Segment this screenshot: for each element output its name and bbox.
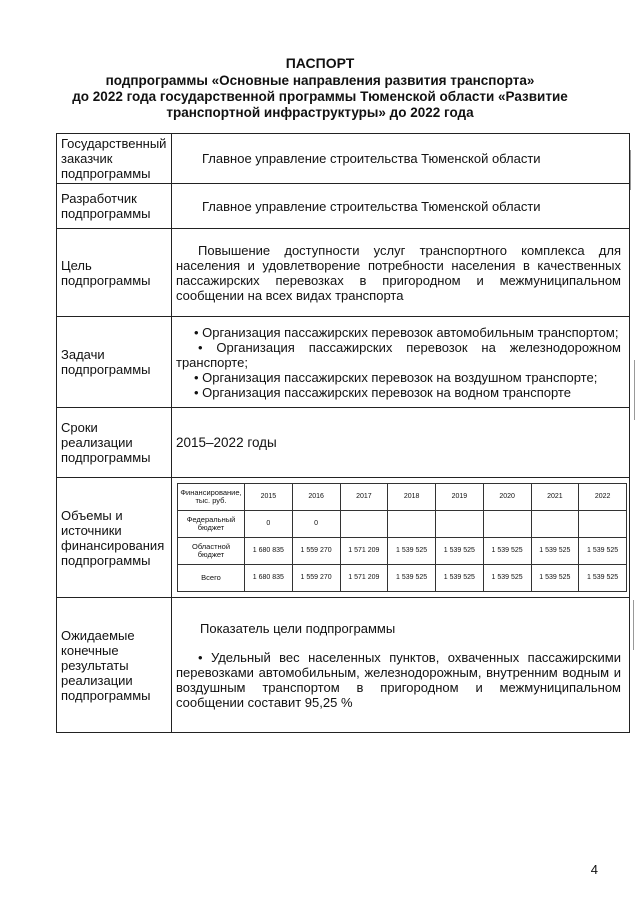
document-title: ПАСПОРТ [285,55,355,71]
scan-edge-mark [630,150,631,190]
finance-header-row [178,484,627,511]
goal-label: Цель подпрограммы [57,229,172,317]
developer-label: Разработчик подпрограммы [57,184,172,229]
terms-row [57,408,630,478]
finance-cell: 1 539 525 [388,538,436,565]
customer-label: Государственный заказчик подпрограммы [57,134,172,184]
document-subtitle-line-3: транспортной инфраструктуры» до 2022 года [166,105,474,120]
finance-cell: 1 539 525 [436,565,484,592]
finance-cell [483,511,531,538]
customer-value: Главное управление строительства Тюменской области [172,134,630,184]
year-cell: 2016 [292,484,340,511]
results-row [57,598,630,733]
finance-cell [579,511,627,538]
tasks-value [172,317,630,408]
total-row [178,565,627,592]
document-subtitle-line-2: до 2022 года государственной программы Тюменской области «Развитие [72,89,568,104]
finance-label: Объемы и источники финансирования подпрограммы [57,478,172,598]
year-cell: 2019 [436,484,484,511]
finance-cell [436,511,484,538]
federal-budget-row [178,511,627,538]
results-heading: Показатель цели подпрограммы [200,620,396,636]
goal-row [57,229,630,317]
finance-header-label: Финансирование, тыс. руб. [178,484,245,511]
finance-cell: 1 680 835 [245,538,293,565]
finance-cell [340,511,388,538]
scan-edge-mark [633,600,634,650]
finance-cell: 0 [292,511,340,538]
terms-value: 2015–2022 годы [172,408,630,478]
year-cell: 2021 [531,484,579,511]
finance-cell: 1 539 525 [531,538,579,565]
finance-cell: 1 571 209 [340,565,388,592]
finance-cell: 1 559 270 [292,565,340,592]
results-text: • Удельный вес населенных пунктов, охваченных пассажирскими перевозками автомобильным, железнодорожным, внутренним водным и воздушным транспортом в пригородном и межмуниципальном сообщении составит 95,25 % [176,649,621,710]
finance-cell: 1 571 209 [340,538,388,565]
finance-cell: 1 539 525 [483,565,531,592]
finance-cell: 1 539 525 [531,565,579,592]
task-item: • Организация пассажирских перевозок на водном транспорте [194,384,571,400]
federal-budget-label: Федеральный бюджет [178,511,245,538]
finance-cell [531,511,579,538]
task-item: • Организация пассажирских перевозок на железнодорожном транспорте; [176,339,621,370]
finance-cell: 1 539 525 [483,538,531,565]
task-item: • Организация пассажирских перевозок на воздушном транспорте; [194,369,598,385]
finance-row [57,478,630,598]
finance-cell: 1 539 525 [388,565,436,592]
finance-cell: 1 539 525 [579,565,627,592]
tasks-row [57,317,630,408]
finance-cell: 1 539 525 [579,538,627,565]
year-cell: 2017 [340,484,388,511]
year-cell: 2015 [245,484,293,511]
results-value [172,598,630,733]
finance-cell [388,511,436,538]
year-cell: 2022 [579,484,627,511]
developer-row [57,184,630,229]
page-number: 4 [590,862,598,877]
finance-cell: 1 680 835 [245,565,293,592]
results-label: Ожидаемые конечные результаты реализации подпрограммы [57,598,172,733]
task-item: • Организация пассажирских перевозок автомобильным транспортом; [194,324,619,340]
regional-budget-row [178,538,627,565]
finance-cell: 1 539 525 [436,538,484,565]
goal-value: Повышение доступности услуг транспортного комплекса для населения и удовлетворение потребности населения в качественных пассажирских перевозках в пригородном и межмуниципальном сообщении на всех видах транспорта [172,229,630,317]
finance-cell: 0 [245,511,293,538]
document-subtitle-line-1: подпрограммы «Основные направления развития транспорта» [105,73,535,88]
total-label: Всего [178,565,245,592]
scan-edge-mark [634,360,635,420]
customer-row [57,134,630,184]
tasks-label: Задачи подпрограммы [57,317,172,408]
terms-label: Сроки реализации подпрограммы [57,408,172,478]
finance-table [177,483,627,592]
year-cell: 2018 [388,484,436,511]
finance-cell: 1 559 270 [292,538,340,565]
year-cell: 2020 [483,484,531,511]
passport-table [56,133,630,733]
developer-value: Главное управление строительства Тюменской области [172,184,630,229]
finance-value [172,478,630,598]
regional-budget-label: Областной бюджет [178,538,245,565]
